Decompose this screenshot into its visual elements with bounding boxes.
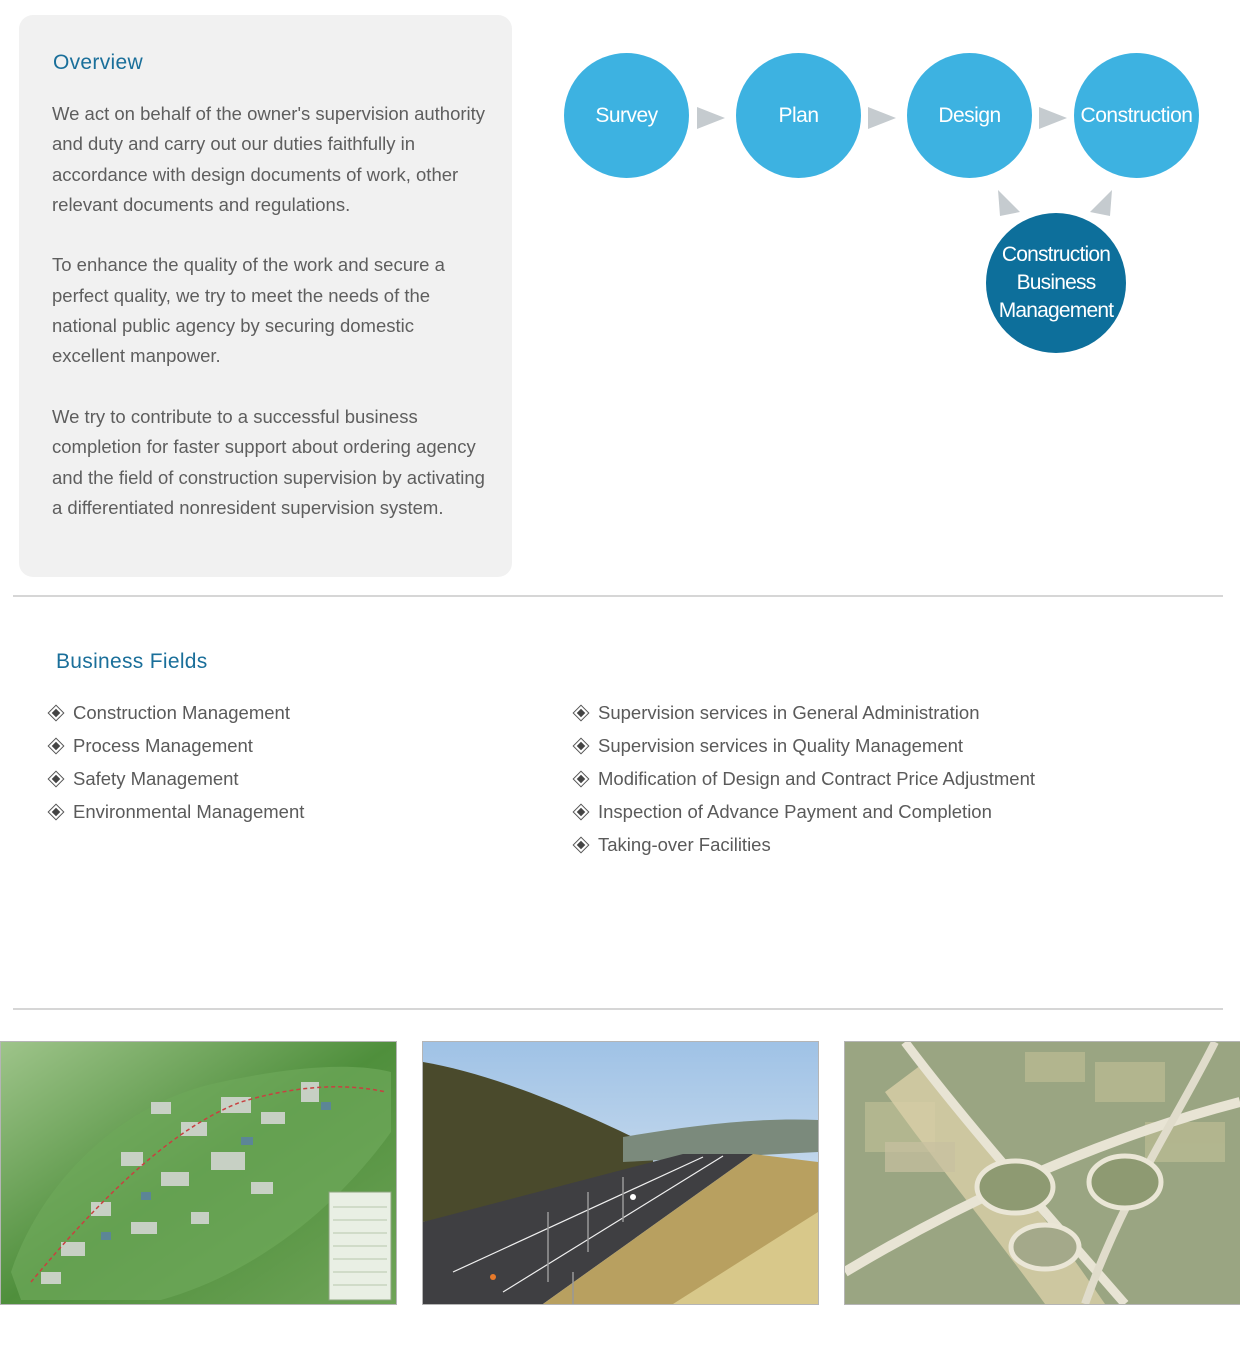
list-item: Supervision services in Quality Management [573, 730, 1035, 763]
divider [13, 595, 1223, 597]
arrow-up-right-icon [1090, 190, 1112, 216]
overview-title: Overview [53, 51, 143, 74]
overview-paragraph-3: We try to contribute to a successful business completion for faster support about ordering agency and the field of construction supervision by activating a differentiated nonresident supervision system. [52, 405, 485, 518]
list-item: Supervision services in General Administration [573, 697, 1035, 730]
list-item: Modification of Design and Contract Price Adjustment [573, 763, 1035, 796]
business-fields-left-list [48, 697, 304, 828]
list-item: Process Management [48, 730, 304, 763]
overview-paragraph-2: To enhance the quality of the work and secure a perfect quality, we try to meet the needs of the national public agency by securing domestic excellent manpower. [52, 254, 445, 367]
overview-panel [19, 15, 512, 577]
business-fields-title: Business Fields [56, 650, 208, 673]
diamond-bullet-icon [573, 738, 589, 754]
list-item: Construction Management [48, 697, 304, 730]
diamond-bullet-icon [48, 738, 64, 754]
list-item: Taking-over Facilities [573, 828, 1035, 861]
construction-business-management [986, 213, 1126, 353]
campus-site-plan-photo [0, 1041, 397, 1305]
highway-construction-photo [422, 1041, 819, 1305]
arrow-right-icon [697, 107, 725, 129]
interchange-aerial-photo [844, 1041, 1240, 1305]
diamond-bullet-icon [573, 804, 589, 820]
divider [13, 1008, 1223, 1010]
diamond-bullet-icon [48, 705, 64, 721]
arrow-up-left-icon [998, 190, 1020, 216]
step-plan: Plan [736, 53, 861, 178]
diamond-bullet-icon [573, 705, 589, 721]
list-item: Safety Management [48, 763, 304, 796]
diamond-bullet-icon [573, 837, 589, 853]
list-item: Inspection of Advance Payment and Completion [573, 795, 1035, 828]
arrow-right-icon [868, 107, 896, 129]
diamond-bullet-icon [48, 771, 64, 787]
business-fields-right-list [573, 697, 1035, 861]
arrow-right-icon [1039, 107, 1067, 129]
overview-text [52, 99, 492, 523]
step-construction: Construction [1074, 53, 1199, 178]
diamond-bullet-icon [48, 804, 64, 820]
diamond-bullet-icon [573, 771, 589, 787]
list-item: Environmental Management [48, 795, 304, 828]
management-label: Construction Business Management [998, 243, 1114, 322]
overview-paragraph-1: We act on behalf of the owner's supervision authority and duty and carry out our duties faithfully in accordance with design documents of work, other relevant documents and regulations. [52, 103, 486, 215]
step-design: Design [907, 53, 1032, 178]
step-survey: Survey [564, 53, 689, 178]
